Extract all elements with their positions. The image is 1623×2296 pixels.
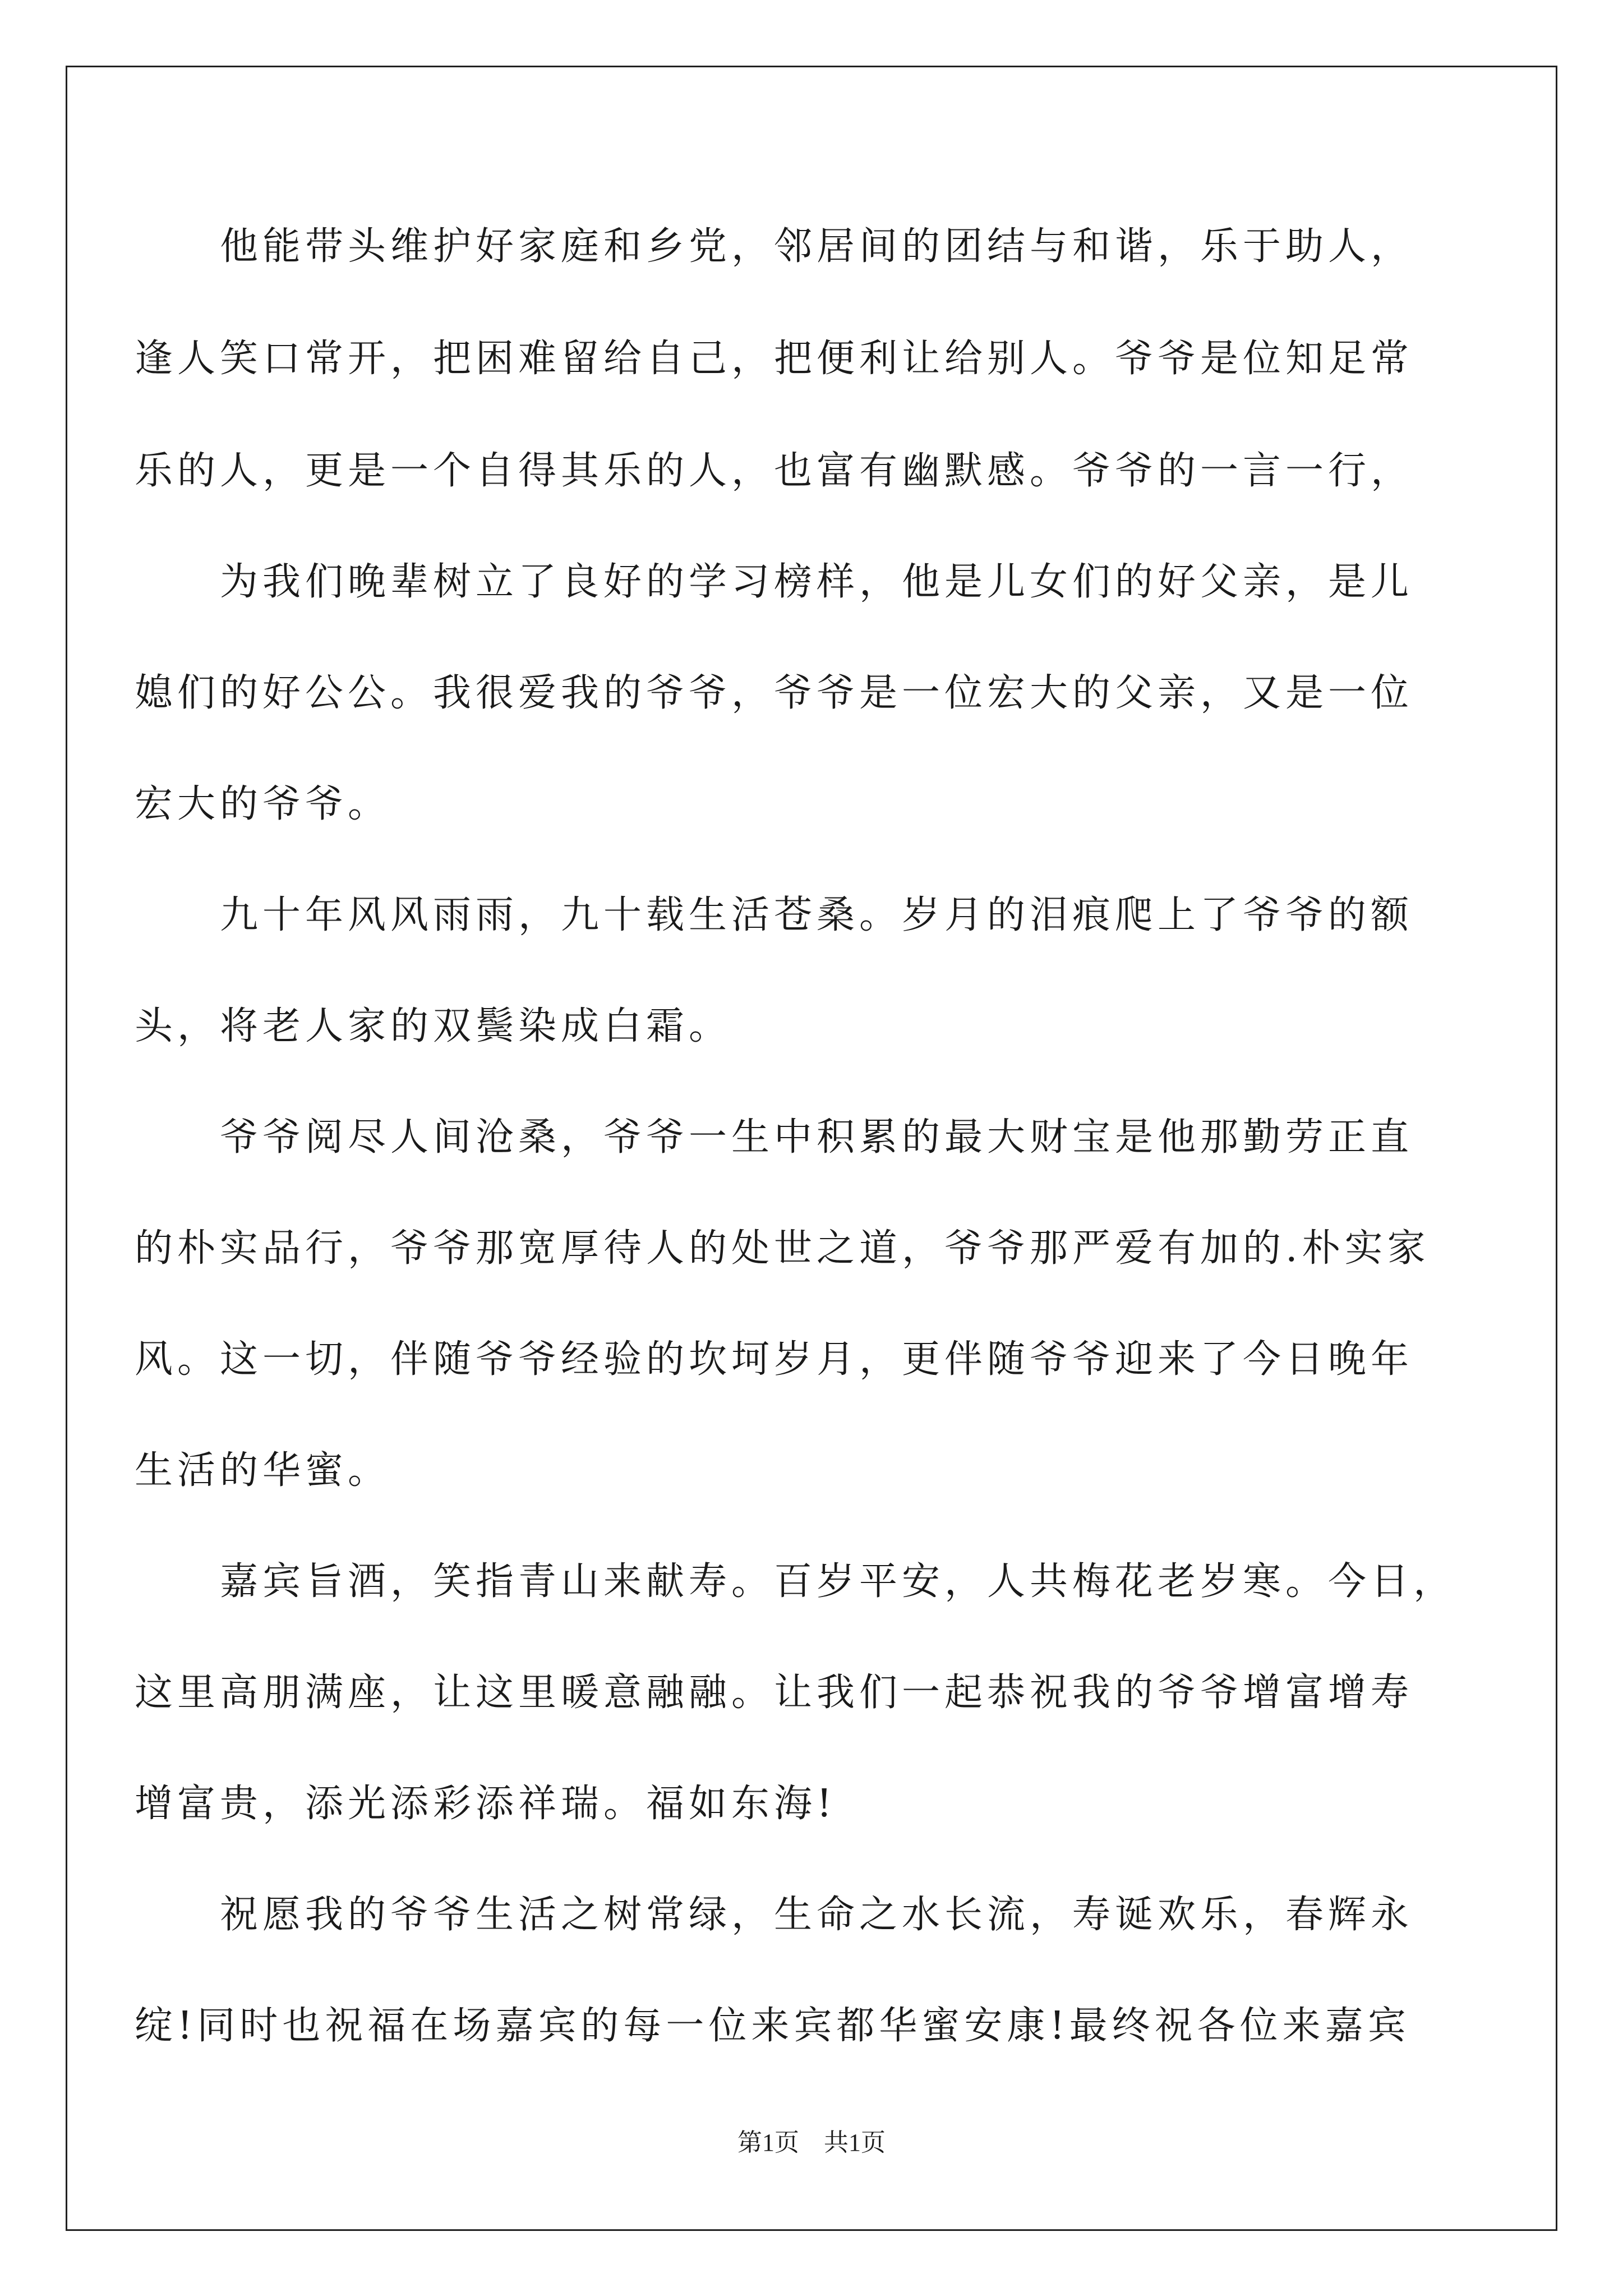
text-line: 生活的华蜜。 [135, 1448, 391, 1493]
text-line: 九十年风风雨雨，九十载生活苍桑。岁月的泪痕爬上了爷爷的额 [135, 893, 1414, 937]
text-line: 这里高朋满座，让这里暖意融融。让我们一起恭祝我的爷爷增富增寿 [135, 1671, 1414, 1715]
text-line: 嘉宾旨酒，笑指青山来献寿。百岁平安，人共梅花老岁寒。今日， [135, 1559, 1456, 1604]
text-line: 的朴实品行，爷爷那宽厚待人的处世之道，爷爷那严爱有加的.朴实家 [135, 1226, 1430, 1271]
text-line: 爷爷阅尽人间沧桑，爷爷一生中积累的最大财宝是他那勤劳正直 [135, 1115, 1414, 1159]
text-line: 头，将老人家的双鬓染成白霜。 [135, 1004, 732, 1048]
text-line: 祝愿我的爷爷生活之树常绿，生命之水长流，寿诞欢乐，春辉永 [135, 1893, 1414, 1937]
text-line: 绽!同时也祝福在场嘉宾的每一位来宾都华蜜安康!最终祝各位来嘉宾 [135, 2004, 1410, 2048]
text-line: 增富贵，添光添彩添祥瑞。福如东海! [135, 1782, 837, 1826]
page-number: 第1页 共1页 [737, 2129, 886, 2156]
text-line: 为我们晚辈树立了良好的学习榜样，他是儿女们的好父亲，是儿 [135, 560, 1414, 604]
text-line: 宏大的爷爷。 [135, 782, 391, 826]
text-line: 媳们的好公公。我很爱我的爷爷，爷爷是一位宏大的父亲，又是一位 [135, 671, 1414, 715]
text-line: 乐的人，更是一个自得其乐的人，也富有幽默感。爷爷的一言一行， [135, 449, 1414, 493]
text-line: 逢人笑口常开，把困难留给自己，把便利让给别人。爷爷是位知足常 [135, 337, 1414, 381]
text-line: 风。这一切，伴随爷爷经验的坎坷岁月，更伴随爷爷迎来了今日晚年 [135, 1337, 1414, 1382]
text-line: 他能带头维护好家庭和乡党，邻居间的团结与和谐，乐于助人， [135, 224, 1414, 269]
